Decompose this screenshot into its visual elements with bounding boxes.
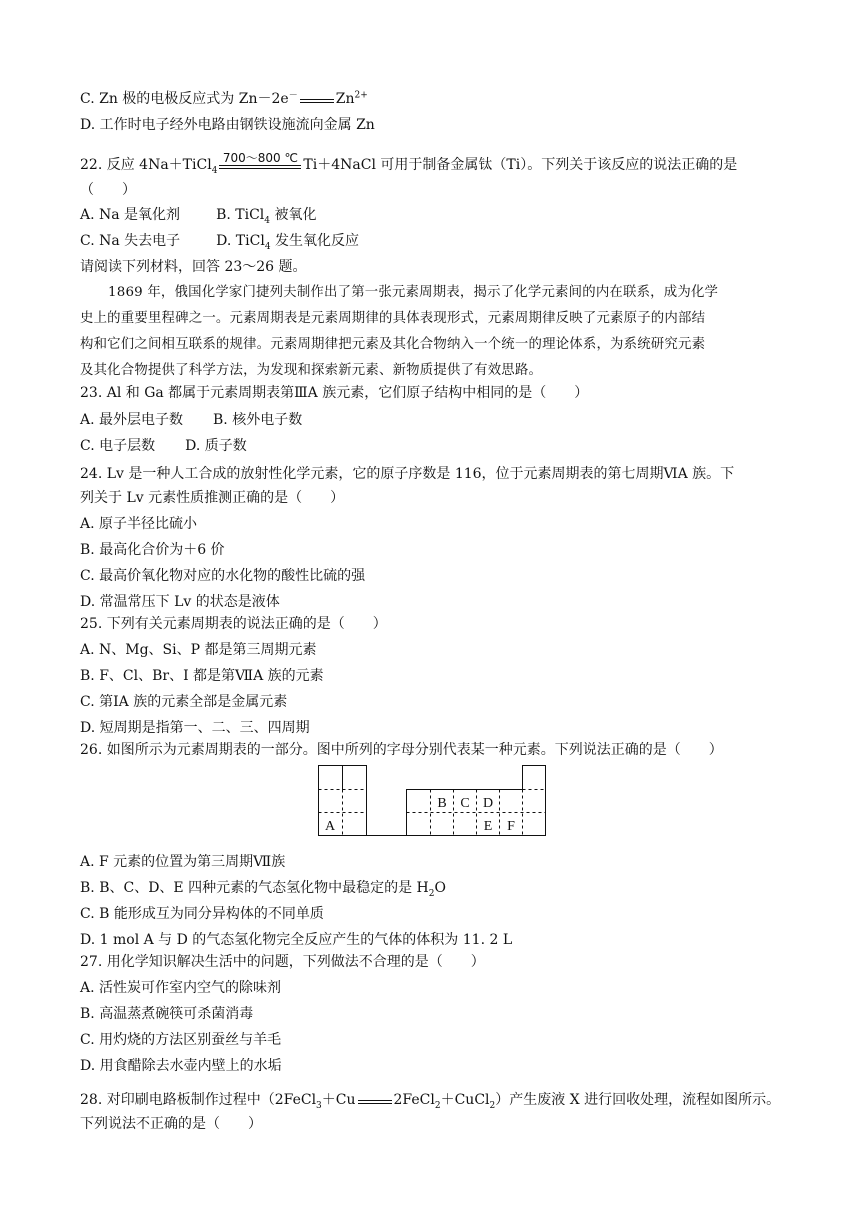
q22-option-d-post: 发生氧化反应 — [270, 233, 359, 249]
q24-option-c: C. 最高价氧化物对应的水化物的酸性比硫的强 — [80, 568, 366, 584]
q22-blank: （ ） — [80, 182, 136, 198]
q24-option-a: A. 原子半径比硫小 — [80, 516, 198, 532]
subscript: 3 — [316, 1100, 322, 1111]
material-intro: 请阅读下列材料，回答 23～26 题。 — [80, 259, 307, 275]
material-line-3: 构和它们之间相互联系的规律。元素周期律把元素及其化合物纳入一个统一的理论体系，为系统研究元素 — [80, 337, 706, 352]
q26-option-d: D. 1 mol A 与 D 的气态氢化物完全反应产生的气体的体积为 11. 2 L — [80, 932, 513, 948]
q21-product: Zn — [335, 91, 355, 107]
q21-product-charge: 2+ — [354, 90, 368, 101]
q22-stem-part-a: 22. 反应 4Na＋TiCl — [80, 157, 212, 173]
q24-option-d: D. 常温常压下 Lv 的状态是液体 — [80, 594, 280, 610]
q28-stem-part-b: ＋Cu — [321, 1092, 356, 1108]
element-A: A — [324, 819, 336, 834]
q24-option-b: B. 最高化合价为＋6 价 — [80, 542, 225, 558]
q21-electron-charge: － — [288, 90, 298, 101]
q22-options-ab — [80, 205, 316, 225]
q23-options-cd — [80, 436, 247, 456]
q22-option-d-pre: D. TiCl — [216, 233, 265, 249]
q23-stem: 23. Al 和 Ga 都属于元素周期表第ⅢA 族元素，它们原子结构中相同的是（ ） — [80, 385, 589, 401]
q22-option-b-pre: B. TiCl — [216, 207, 265, 223]
q22-option-d — [216, 233, 359, 252]
q24-stem-line-1: 24. Lv 是一种人工合成的放射性化学元素，它的原子序数是 116，位于元素周期表的第七周期ⅥA 族。下 — [80, 466, 735, 482]
element-D: D — [482, 796, 494, 811]
q24-stem-line-2: 列关于 Lv 元素性质推测正确的是（ ） — [80, 490, 345, 506]
q22-option-b — [216, 207, 317, 226]
q28-stem-part-c: 2FeCl — [393, 1092, 435, 1108]
q22-option-b-post: 被氧化 — [270, 207, 317, 223]
q21-option-c-text: C. Zn 极的电极反应式为 Zn－2e — [80, 91, 289, 107]
reaction-arrow-with-condition — [219, 151, 301, 169]
q26-stem: 26. 如图所示为元素周期表的一部分。图中所列的字母分别代表某一种元素。下列说法正确的是（ ） — [80, 742, 723, 758]
q21-option-c — [80, 89, 368, 109]
q25-stem: 25. 下列有关元素周期表的说法正确的是（ ） — [80, 616, 387, 632]
q27-stem: 27. 用化学知识解决生活中的问题，下列做法不合理的是（ ） — [80, 954, 485, 970]
q26-option-a: A. F 元素的位置为第三周期Ⅶ族 — [80, 854, 286, 870]
subscript: 2 — [434, 1100, 441, 1111]
equals-sign-double-line — [300, 99, 334, 103]
q26-option-c: C. B 能形成互为同分异构体的不同单质 — [80, 906, 324, 922]
q28-stem-line-2: 下列说法不正确的是（ ） — [80, 1116, 262, 1132]
q25-option-c: C. 第ⅠA 族的元素全部是金属元素 — [80, 694, 288, 710]
table-right-block — [407, 766, 546, 836]
q26-option-b-pre: B. B、C、D、E 四种元素的气态氢化物中最稳定的是 H — [80, 880, 429, 896]
q22-options-cd — [80, 231, 359, 251]
q23-option-d: D. 质子数 — [185, 438, 247, 454]
q27-option-c: C. 用灼烧的方法区别蚕丝与羊毛 — [80, 1032, 282, 1048]
q28-stem-part-d: ＋CuCl — [440, 1092, 490, 1108]
q23-option-b: B. 核外电子数 — [213, 412, 303, 428]
q28-stem-part-e: ）产生废液 X 进行回收处理，流程如图所示。 — [495, 1092, 781, 1108]
q27-option-b: B. 高温蒸煮碗筷可杀菌消毒 — [80, 1006, 254, 1022]
q25-option-b: B. F、Cl、Br、I 都是第ⅦA 族的元素 — [80, 668, 324, 684]
subscript: 4 — [211, 165, 218, 176]
periodic-table-fragment — [318, 765, 546, 837]
q22-stem — [80, 151, 738, 176]
material-line-2: 史上的重要里程碑之一。元素周期表是元素周期律的具体表现形式，元素周期律反映了元素原子的内部结 — [80, 311, 706, 326]
element-C: C — [460, 796, 470, 811]
q21-option-d: D. 工作时电子经外电路由钢铁设施流向金属 Zn — [80, 117, 375, 133]
element-B: B — [437, 796, 447, 811]
subscript: 2 — [489, 1100, 496, 1111]
q27-option-a: A. 活性炭可作室内空气的除味剂 — [80, 980, 282, 996]
q25-option-a: A. N、Mg、Si、P 都是第三周期元素 — [80, 642, 317, 658]
material-line-4: 及其化合物提供了科学方法，为发现和探索新元素、新物质提供了有效思路。 — [80, 363, 543, 378]
subscript: 4 — [264, 241, 271, 252]
q28-stem-part-a: 28. 对印刷电路板制作过程中（2FeCl — [80, 1092, 317, 1108]
q23-options-ab — [80, 410, 302, 430]
q23-option-c: C. 电子层数 — [80, 438, 156, 454]
subscript: 2 — [428, 888, 435, 899]
subscript: 4 — [264, 215, 270, 226]
q25-option-d: D. 短周期是指第一、二、三、四周期 — [80, 720, 310, 736]
element-E: E — [483, 819, 493, 834]
q22-option-c: C. Na 失去电子 — [80, 233, 181, 249]
q22-option-a: A. Na 是氧化剂 — [80, 207, 181, 223]
q26-option-b — [80, 878, 446, 898]
q27-option-d: D. 用食醋除去水壶内壁上的水垢 — [80, 1058, 282, 1074]
q22-stem-part-b: Ti＋4NaCl 可用于制备金属钛（Ti）。下列关于该反应的说法正确的是 — [303, 157, 738, 173]
equals-sign-double-line — [358, 1100, 392, 1104]
element-F: F — [507, 819, 515, 834]
q26-option-b-post: O — [434, 880, 446, 896]
reaction-condition: 700～800 ℃ — [222, 151, 298, 165]
q23-option-a: A. 最外层电子数 — [80, 412, 184, 428]
material-line-1: 1869 年，俄国化学家门捷列夫制作出了第一张元素周期表，揭示了化学元素间的内在联系，成为化学 — [108, 285, 719, 300]
q28-stem-line-1 — [80, 1090, 780, 1110]
